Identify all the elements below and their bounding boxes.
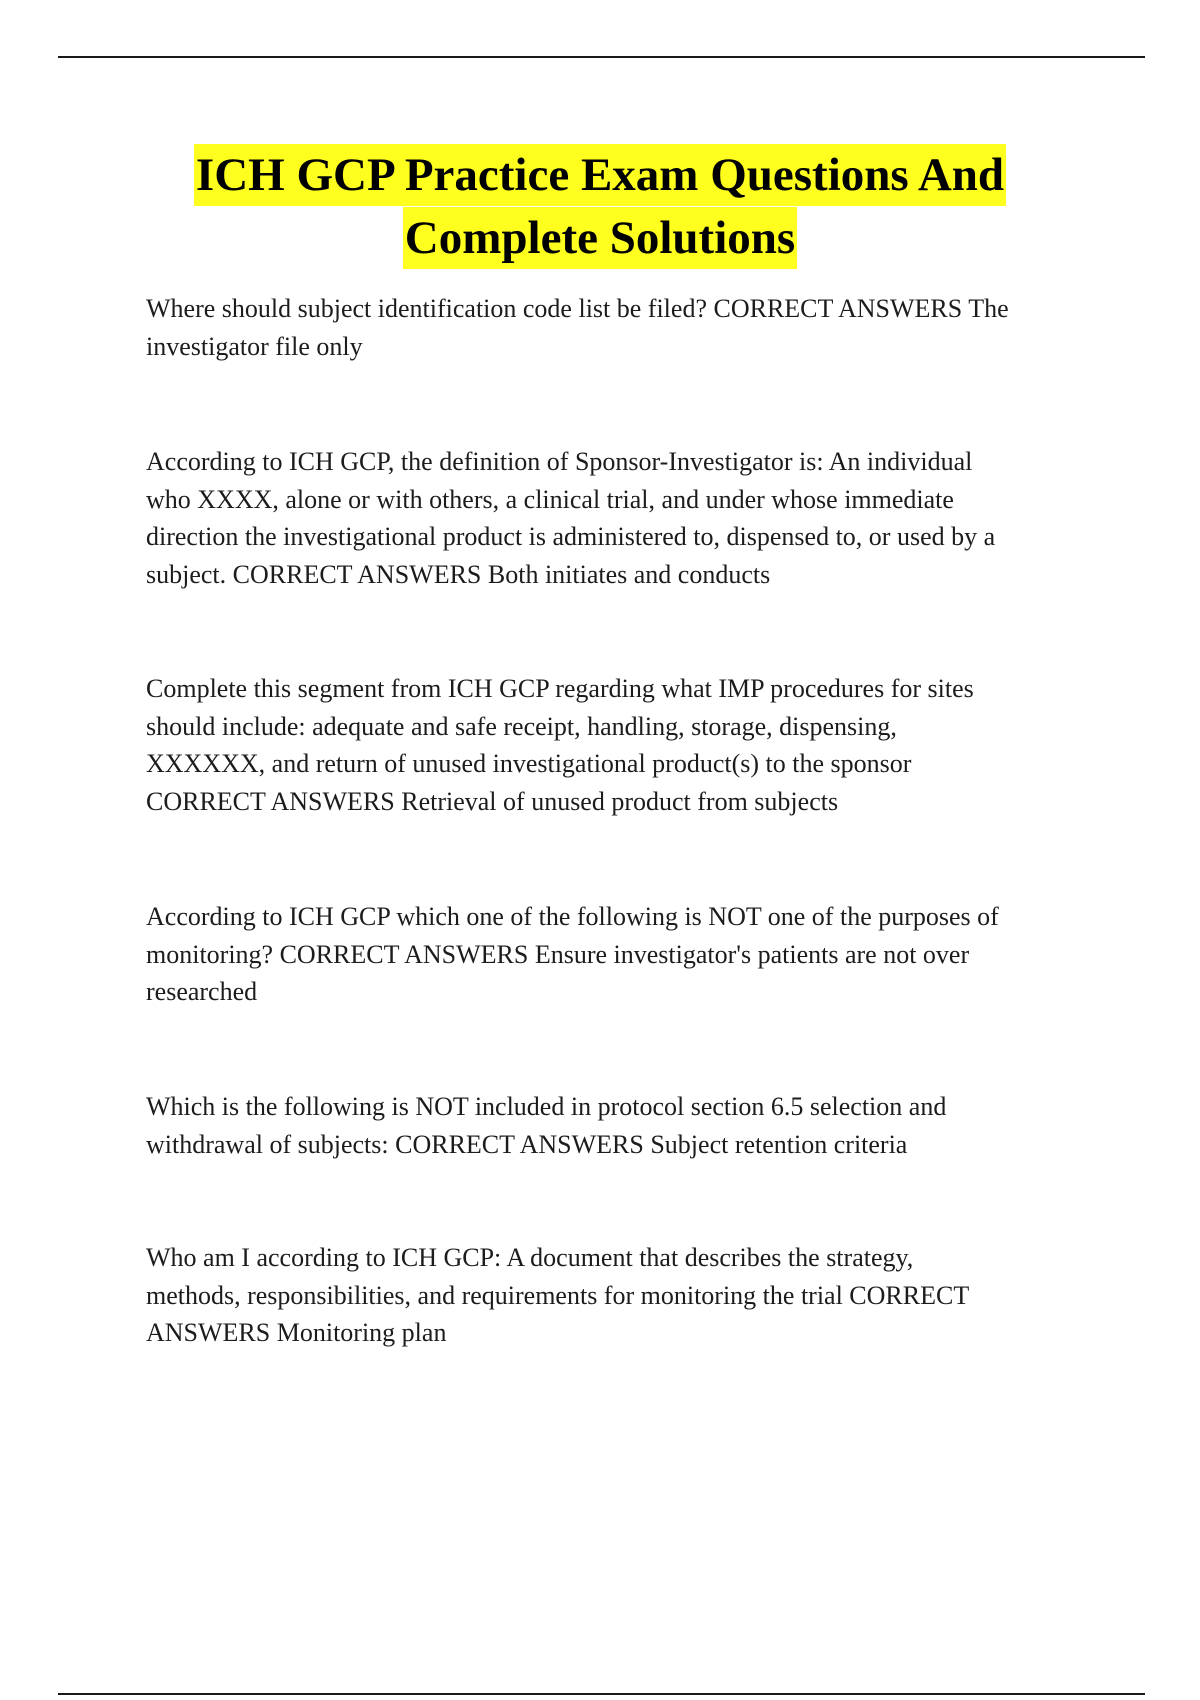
qa-line: XXXXXX, and return of unused investigational product(s) to the sponsor <box>146 749 912 778</box>
qa-line: methods, responsibilities, and requirements for monitoring the trial CORRECT <box>146 1280 970 1310</box>
qa-item-3 <box>146 670 1096 820</box>
document-title <box>0 144 1200 269</box>
qa-line: CORRECT ANSWERS Retrieval of unused product from subjects <box>146 786 839 816</box>
qa-line: monitoring? CORRECT ANSWERS Ensure investigator's patients are not over <box>146 939 970 969</box>
top-rule <box>58 56 1145 58</box>
qa-item-1 <box>146 290 1096 365</box>
qa-item-6 <box>146 1239 1096 1352</box>
qa-line: investigator file only <box>146 331 363 361</box>
qa-item-4 <box>146 898 1096 1011</box>
qa-line: Complete this segment from ICH GCP regarding what IMP procedures for sites <box>146 674 974 703</box>
qa-line: should include: adequate and safe receipt, handling, storage, dispensing, <box>146 711 897 741</box>
qa-line: Who am I according to ICH GCP: A document that describes the strategy, <box>146 1243 914 1272</box>
title-line-1: ICH GCP Practice Exam Questions And <box>194 144 1006 206</box>
qa-line: researched <box>146 977 258 1006</box>
qa-line: subject. CORRECT ANSWERS Both initiates and conducts <box>146 559 771 589</box>
bottom-rule <box>58 1693 1145 1695</box>
qa-item-2 <box>146 443 1096 593</box>
title-line-2: Complete Solutions <box>403 207 797 269</box>
qa-line: Where should subject identification code list be filed? CORRECT ANSWERS The <box>146 294 1009 323</box>
qa-line: According to ICH GCP which one of the following is NOT one of the purposes of <box>146 902 999 931</box>
qa-line: direction the investigational product is administered to, dispensed to, or used by a <box>146 522 996 551</box>
qa-item-5 <box>146 1088 1096 1163</box>
qa-line: Which is the following is NOT included in protocol section 6.5 selection and <box>146 1092 947 1121</box>
qa-line: According to ICH GCP, the definition of Sponsor-Investigator is: An individual <box>146 447 973 476</box>
qa-line: ANSWERS Monitoring plan <box>146 1318 447 1347</box>
qa-line: withdrawal of subjects: CORRECT ANSWERS Subject retention criteria <box>146 1129 908 1159</box>
qa-line: who XXXX, alone or with others, a clinical trial, and under whose immediate <box>146 484 954 514</box>
